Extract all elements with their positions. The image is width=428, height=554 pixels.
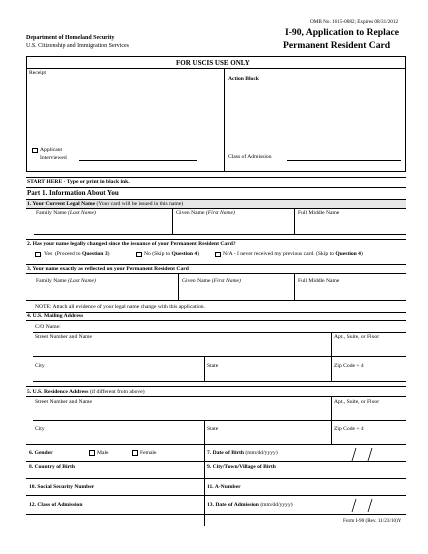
- q1-sep-1: [172, 208, 173, 234]
- q3-line-bottom: [26, 300, 406, 301]
- q4-street-label: Street Number and Name: [35, 334, 93, 340]
- q4-city-input[interactable]: [34, 370, 202, 380]
- q3-line-2: [26, 273, 406, 274]
- start-divider-bottom: [26, 187, 406, 188]
- interviewed-label: Interviewed: [40, 155, 67, 161]
- applicant-interviewed-checkbox[interactable]: [32, 148, 38, 154]
- agency-name: Department of Homeland Security: [26, 35, 115, 41]
- q3-note: NOTE: Attach all evidence of your legal name change with this application.: [35, 304, 205, 310]
- q4-line-bottom: [33, 381, 406, 382]
- q5-header: [27, 389, 145, 395]
- q4-state-input[interactable]: [206, 370, 329, 380]
- gender-female-label: Female: [140, 449, 157, 456]
- q3-line-top: [26, 264, 406, 265]
- q3-given-name-label: Given Name (First Name): [182, 278, 241, 284]
- q4-apt-input[interactable]: [333, 343, 404, 355]
- receipt-label: Receipt: [29, 70, 47, 76]
- q6-label: 6. Gender: [29, 450, 53, 456]
- q7-sub: (mm/dd/yyyy): [245, 450, 278, 456]
- q5-sep-zip: [331, 420, 332, 444]
- q13-label: 13. Date of Admission: [207, 502, 259, 508]
- gender-male-checkbox[interactable]: [89, 450, 95, 456]
- row-6-line: [26, 461, 406, 462]
- q13-header: [207, 502, 293, 508]
- q3-middle-name-label: Full Middle Name: [298, 278, 340, 284]
- class-of-admission-label: Class of Admission: [228, 154, 272, 160]
- q3-sep-2: [294, 273, 295, 300]
- uscis-title: FOR USCIS USE ONLY: [176, 58, 250, 67]
- subagency-name: U.S. Citizenship and Immigration Services: [26, 43, 129, 49]
- start-here-instructions: START HERE - Type or print in black ink.: [27, 179, 130, 185]
- q3-middle-name-input[interactable]: [296, 288, 404, 299]
- q1-header: [27, 201, 183, 207]
- class-of-admission-line: [287, 160, 401, 161]
- q2-label: 2. Has your name legally changed since the issuance of your Permanent Resident Card?: [27, 240, 236, 247]
- q5-line-top: [26, 386, 406, 387]
- q12-label: 12. Class of Admission: [29, 502, 83, 508]
- uscis-divider: [26, 68, 406, 69]
- q2-no-checkbox[interactable]: [136, 252, 142, 258]
- q4-line-3: [33, 332, 406, 333]
- q1-middle-name-label: Full Middle Name: [298, 210, 340, 216]
- q1-family-name-label: Family Name (Last Name): [36, 210, 96, 216]
- q5-line-bottom: [26, 444, 406, 445]
- q3-label: 3. Your name exactly as reflected on your Permanent Resident Card: [27, 265, 189, 272]
- q1-line-bottom: [34, 234, 406, 235]
- q4-state-label: State: [207, 363, 219, 369]
- q1-family-name-input[interactable]: [34, 220, 170, 232]
- q5-label: 5. U.S. Residence Address: [27, 389, 89, 395]
- q4-city-label: City: [35, 363, 45, 369]
- q4-line-2: [26, 320, 406, 321]
- q2-yes-checkbox[interactable]: [35, 252, 41, 258]
- q4-sep-apt: [331, 332, 332, 356]
- q1-given-name-input[interactable]: [174, 220, 292, 232]
- q10-label: 10. Social Security Number: [29, 484, 95, 490]
- q5-street-input[interactable]: [34, 407, 329, 419]
- action-block-label: Action Block: [228, 76, 259, 82]
- part1-title: Part 1. Information About You: [27, 189, 119, 197]
- dob-date-slashes: [340, 446, 380, 462]
- q5-state-input[interactable]: [206, 433, 329, 443]
- interviewed-line: [79, 160, 197, 161]
- q1-given-name-label: Given Name (First Name): [176, 210, 235, 216]
- applicant-label: Applicant: [40, 147, 63, 153]
- q5-line-3: [33, 420, 406, 421]
- q4-sep-state: [204, 356, 205, 381]
- q13-sub: (mm/dd/yyyy): [260, 502, 293, 508]
- q1-sub: (Your card will be issued in this name): [96, 200, 184, 207]
- q7-header: [207, 450, 278, 456]
- q5-sub: (if different from above): [89, 389, 145, 395]
- q3-sep-1: [178, 273, 179, 300]
- q1-label: 1. Your Current Legal Name: [27, 200, 96, 207]
- q5-sep-state: [204, 420, 205, 444]
- form-revision: Form I-90 (Rev. 11/23/10)Y: [343, 518, 402, 524]
- q4-zip-input[interactable]: [333, 370, 404, 380]
- q1-sep-2: [294, 208, 295, 234]
- q9-label: 9. City/Town/Village of Birth: [207, 464, 276, 470]
- q4-co-label: C/O Name:: [35, 324, 61, 330]
- q3-family-name-label: Family Name (Last Name): [36, 278, 96, 284]
- row-10-line: [26, 495, 406, 496]
- doa-date-slashes: [340, 497, 380, 513]
- gender-female-checkbox[interactable]: [132, 450, 138, 456]
- form-title-line-2: Permanent Resident Card: [283, 40, 391, 51]
- q2-na-checkbox[interactable]: [215, 252, 221, 258]
- q5-apt-label: Apt., Suite, or Floor: [334, 399, 380, 405]
- q5-city-label: City: [35, 426, 45, 432]
- q4-zip-label: Zip Code + 4: [334, 363, 364, 369]
- uscis-use-only-box: [26, 56, 406, 172]
- q2-no-option: No (Skip to Question 4): [144, 251, 200, 257]
- q4-sep-zip: [331, 356, 332, 381]
- q4-line-top: [26, 312, 406, 313]
- q7-label: 7. Date of Birth: [207, 450, 244, 456]
- q5-sep-apt: [331, 396, 332, 420]
- q2-na-option: N/A - I never received my previous card. (Skip to Question 4): [223, 251, 363, 257]
- uscis-vertical-divider: [224, 68, 225, 172]
- q5-state-label: State: [207, 426, 219, 432]
- q4-line-4: [33, 356, 406, 357]
- q1-middle-name-input[interactable]: [296, 220, 404, 232]
- q11-label: 11. A-Number: [207, 484, 241, 490]
- q8-label: 8. Country of Birth: [29, 464, 75, 470]
- omb-number: OMB No. 1615-0082; Expires 08/31/2012: [310, 19, 399, 25]
- q5-zip-input[interactable]: [333, 433, 404, 443]
- q4-label: 4. U.S. Mailing Address: [27, 313, 84, 319]
- q4-street-input[interactable]: [34, 343, 329, 355]
- gender-male-label: Male: [97, 449, 109, 456]
- q5-apt-input[interactable]: [333, 407, 404, 419]
- row-8-line: [26, 478, 406, 479]
- q5-city-input[interactable]: [34, 433, 202, 443]
- q5-line-2: [26, 396, 406, 397]
- q1-line-top: [26, 208, 406, 209]
- row-12-line: [26, 514, 406, 515]
- q2-yes-option: Yes (Proceed to Question 3): [44, 251, 110, 257]
- form-title-line-1: I-90, Application to Replace: [285, 27, 400, 38]
- start-divider-top: [26, 177, 406, 178]
- q2-line-top: [26, 239, 406, 240]
- q4-co-input[interactable]: [64, 322, 404, 331]
- q5-street-label: Street Number and Name: [35, 399, 93, 405]
- q5-zip-label: Zip Code + 4: [334, 426, 364, 432]
- q3-given-name-input[interactable]: [180, 288, 292, 299]
- q3-family-name-input[interactable]: [34, 288, 176, 299]
- q4-apt-label: Apt., Suite, or Floor: [334, 334, 380, 340]
